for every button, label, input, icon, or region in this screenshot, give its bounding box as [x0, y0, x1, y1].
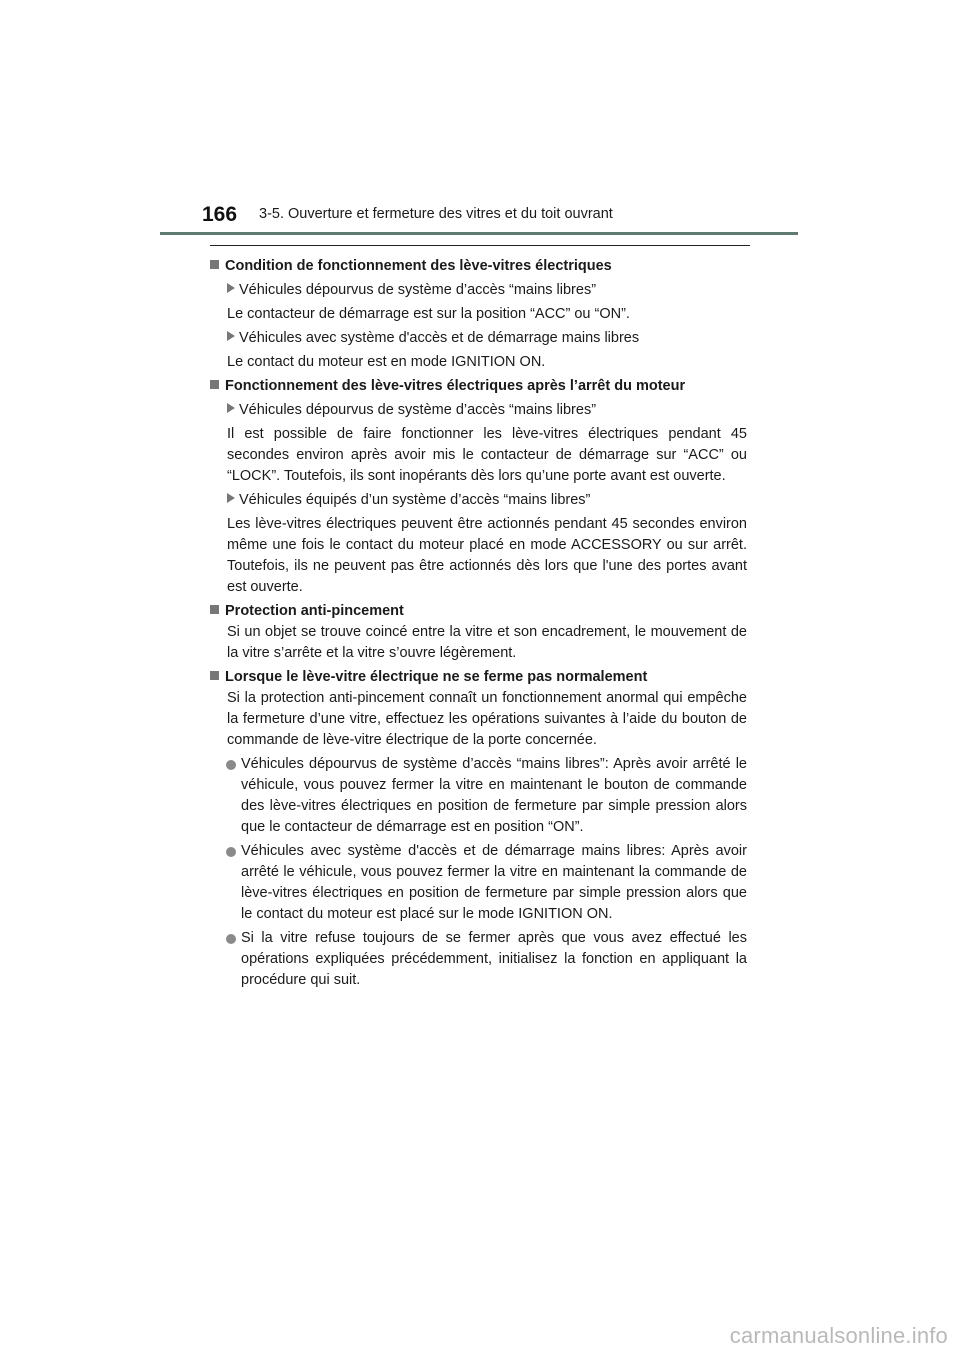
section-heading — [210, 667, 747, 688]
square-bullet-icon — [210, 380, 219, 389]
section-heading-text: Fonctionnement des lève-vitres électriques après l’arrêt du moteur — [225, 378, 686, 394]
list-item-text: Si la vitre refuse toujours de se fermer après que vous avez effectué les opérations expliquées précédemment, initialisez la fonction en appliquant la procédure qui suit. — [241, 930, 747, 988]
triangle-bullet-icon — [227, 403, 235, 413]
page-number: 166 — [202, 203, 238, 226]
section-heading-text: Condition de fonctionnement des lève-vitres électriques — [225, 258, 612, 274]
square-bullet-icon — [210, 260, 219, 269]
list-item — [210, 754, 747, 838]
section-heading-text: Protection anti-pincement — [225, 603, 404, 619]
watermark-link[interactable]: carmanualsonline.info — [729, 1323, 948, 1348]
paragraph: Si la protection anti-pincement connaît un fonctionnement anormal qui empêche la fermeture d’une vitre, effectuez les opérations suivantes à l’aide du bouton de commande de lève-vitre électrique de la porte concernée. — [227, 690, 747, 748]
header-rule — [160, 232, 798, 235]
paragraph: Il est possible de faire fonctionner les lève-vitres électriques pendant 45 secondes environ après avoir mis le contacteur de démarrage sur “ACC” ou “LOCK”. Toutefois, ils sont inopérants dès lors qu’une porte avant est ouverte. — [227, 426, 747, 484]
triangle-bullet-icon — [227, 283, 235, 293]
list-item-text: Véhicules avec système d'accès et de démarrage mains libres: Après avoir arrêté le véhicule, vous pouvez fermer la vitre en maintenant la commande de lève-vitres électriques en position de fermeture par simple pression alors que le contact du moteur est placé sur le mode IGNITION ON. — [241, 843, 747, 922]
subheading — [210, 280, 747, 301]
circle-bullet-icon — [226, 847, 236, 857]
subheading — [210, 400, 747, 421]
section-heading — [210, 601, 747, 622]
paragraph: Si un objet se trouve coincé entre la vitre et son encadrement, le mouvement de la vitre s’arrête et la vitre s’ouvre légèrement. — [227, 624, 747, 661]
subheading-text: Véhicules dépourvus de système d’accès “mains libres” — [239, 282, 597, 298]
list-item — [210, 841, 747, 925]
circle-bullet-icon — [226, 934, 236, 944]
section-heading — [210, 256, 747, 277]
header-title: 3-5. Ouverture et fermeture des vitres et du toit ouvrant — [259, 206, 613, 222]
content-top-rule — [210, 245, 750, 246]
list-item — [210, 928, 747, 991]
subheading-text: Véhicules équipés d’un système d’accès “mains libres” — [239, 492, 591, 508]
section-heading — [210, 376, 747, 397]
paragraph: Le contact du moteur est en mode IGNITION ON. — [227, 354, 546, 370]
circle-bullet-icon — [226, 760, 236, 770]
subheading — [210, 490, 747, 511]
subheading-text: Véhicules dépourvus de système d’accès “mains libres” — [239, 402, 597, 418]
subheading — [210, 328, 747, 349]
section-heading-text: Lorsque le lève-vitre électrique ne se ferme pas normalement — [225, 669, 648, 685]
triangle-bullet-icon — [227, 331, 235, 341]
triangle-bullet-icon — [227, 493, 235, 503]
page-content — [210, 256, 747, 994]
paragraph: Le contacteur de démarrage est sur la position “ACC” ou “ON”. — [227, 306, 630, 322]
subheading-text: Véhicules avec système d'accès et de démarrage mains libres — [239, 330, 640, 346]
paragraph: Les lève-vitres électriques peuvent être actionnés pendant 45 secondes environ même une fois le contact du moteur placé en mode ACCESSORY ou sur arrêt. Toutefois, ils ne peuvent pas être actionnés dès lors que l'une des portes avant est ouverte. — [227, 516, 747, 595]
square-bullet-icon — [210, 671, 219, 680]
square-bullet-icon — [210, 605, 219, 614]
list-item-text: Véhicules dépourvus de système d’accès “mains libres”: Après avoir arrêté le véhicule, vous pouvez fermer la vitre en maintenant le bouton de commande des lève-vitres électriques en position de fermeture par simple pression alors que le contacteur de démarrage est en position “ON”. — [241, 756, 747, 835]
